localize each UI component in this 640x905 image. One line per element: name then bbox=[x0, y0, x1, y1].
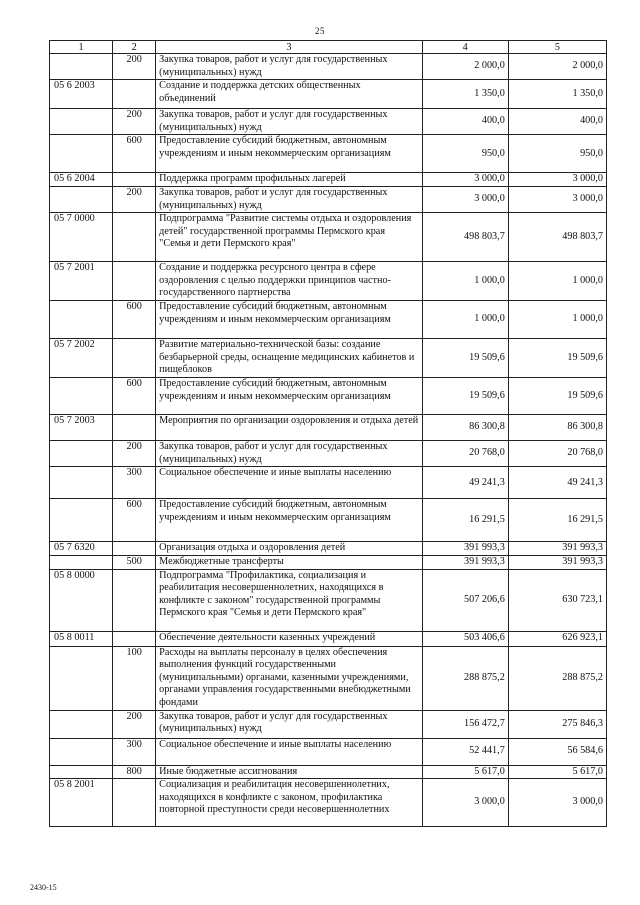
expense-type-cell bbox=[113, 262, 156, 301]
item-name-cell: Межбюджетные трансферты bbox=[156, 555, 422, 569]
amount-cell-col5: 275 846,3 bbox=[508, 710, 606, 738]
expense-type-cell bbox=[113, 173, 156, 187]
table-row bbox=[50, 213, 607, 262]
expense-type-cell: 600 bbox=[113, 499, 156, 542]
amount-cell-col4: 49 241,3 bbox=[422, 467, 508, 499]
table-row bbox=[50, 765, 607, 779]
amount-cell-col4: 3 000,0 bbox=[422, 186, 508, 212]
table-row bbox=[50, 555, 607, 569]
amount-cell-col4: 19 509,6 bbox=[422, 339, 508, 378]
amount-cell-col4: 2 000,0 bbox=[422, 54, 508, 80]
amount-cell-col5: 950,0 bbox=[508, 135, 606, 173]
code-cell bbox=[50, 301, 113, 339]
code-cell: 05 6 2003 bbox=[50, 80, 113, 109]
amount-cell-col5: 2 000,0 bbox=[508, 54, 606, 80]
amount-cell-col4: 156 472,7 bbox=[422, 710, 508, 738]
expense-type-cell: 300 bbox=[113, 738, 156, 765]
table-row bbox=[50, 542, 607, 556]
amount-cell-col5: 400,0 bbox=[508, 109, 606, 135]
code-cell bbox=[50, 109, 113, 135]
amount-cell-col4: 498 803,7 bbox=[422, 213, 508, 262]
table-row bbox=[50, 378, 607, 415]
expense-type-cell bbox=[113, 779, 156, 827]
table-row bbox=[50, 569, 607, 631]
table-row bbox=[50, 779, 607, 827]
amount-cell-col5: 20 768,0 bbox=[508, 441, 606, 467]
expense-type-cell bbox=[113, 569, 156, 631]
expense-type-cell bbox=[113, 631, 156, 646]
amount-cell-col4: 5 617,0 bbox=[422, 765, 508, 779]
code-cell bbox=[50, 499, 113, 542]
amount-cell-col5: 19 509,6 bbox=[508, 339, 606, 378]
expense-type-cell: 200 bbox=[113, 186, 156, 212]
table-row bbox=[50, 109, 607, 135]
expense-type-cell: 600 bbox=[113, 301, 156, 339]
item-name-cell: Обеспечение деятельности казенных учреждений bbox=[156, 631, 422, 646]
item-name-cell: Мероприятия по организации оздоровления и отдыха детей bbox=[156, 415, 422, 441]
amount-cell-col4: 391 993,3 bbox=[422, 555, 508, 569]
expense-type-cell bbox=[113, 339, 156, 378]
code-cell: 05 7 2003 bbox=[50, 415, 113, 441]
amount-cell-col4: 3 000,0 bbox=[422, 779, 508, 827]
item-name-cell: Иные бюджетные ассигнования bbox=[156, 765, 422, 779]
table-row bbox=[50, 339, 607, 378]
expense-type-cell: 200 bbox=[113, 54, 156, 80]
amount-cell-col5: 391 993,3 bbox=[508, 555, 606, 569]
amount-cell-col4: 1 350,0 bbox=[422, 80, 508, 109]
amount-cell-col4: 52 441,7 bbox=[422, 738, 508, 765]
item-name-cell: Социальное обеспечение и иные выплаты населению bbox=[156, 738, 422, 765]
amount-cell-col5: 3 000,0 bbox=[508, 779, 606, 827]
table-row bbox=[50, 467, 607, 499]
header-col-5: 5 bbox=[508, 41, 606, 54]
expense-type-cell bbox=[113, 80, 156, 109]
table-row bbox=[50, 186, 607, 212]
amount-cell-col4: 3 000,0 bbox=[422, 173, 508, 187]
table-row bbox=[50, 441, 607, 467]
item-name-cell: Закупка товаров, работ и услуг для государственных (муниципальных) нужд bbox=[156, 186, 422, 212]
table-row bbox=[50, 499, 607, 542]
table-row bbox=[50, 646, 607, 710]
code-cell: 05 7 0000 bbox=[50, 213, 113, 262]
item-name-cell: Организация отдыха и оздоровления детей bbox=[156, 542, 422, 556]
table-body bbox=[50, 54, 607, 827]
amount-cell-col4: 1 000,0 bbox=[422, 301, 508, 339]
item-name-cell: Социальное обеспечение и иные выплаты населению bbox=[156, 467, 422, 499]
item-name-cell: Предоставление субсидий бюджетным, автономным учреждениям и иным некоммерческим организациям bbox=[156, 301, 422, 339]
item-name-cell: Социализация и реабилитация несовершеннолетних, находящихся в конфликте с законом, профилактика повторной преступности среди несовершеннолетних bbox=[156, 779, 422, 827]
code-cell bbox=[50, 710, 113, 738]
amount-cell-col5: 56 584,6 bbox=[508, 738, 606, 765]
amount-cell-col5: 498 803,7 bbox=[508, 213, 606, 262]
item-name-cell: Предоставление субсидий бюджетным, автономным учреждениям и иным некоммерческим организациям bbox=[156, 499, 422, 542]
code-cell: 05 8 0000 bbox=[50, 569, 113, 631]
item-name-cell: Расходы на выплаты персоналу в целях обеспечения выполнения функций государственными (муниципальными) органами, казенными учреждениями, органами управления государственными внебюджетными фондами bbox=[156, 646, 422, 710]
item-name-cell: Закупка товаров, работ и услуг для государственных (муниципальных) нужд bbox=[156, 710, 422, 738]
amount-cell-col5: 3 000,0 bbox=[508, 186, 606, 212]
header-col-3: 3 bbox=[156, 41, 422, 54]
code-cell: 05 6 2004 bbox=[50, 173, 113, 187]
header-col-1: 1 bbox=[50, 41, 113, 54]
item-name-cell: Развитие материально-технической базы: создание безбарьерной среды, оснащение медицинских кабинетов и пищеблоков bbox=[156, 339, 422, 378]
code-cell: 05 7 2001 bbox=[50, 262, 113, 301]
amount-cell-col5: 391 993,3 bbox=[508, 542, 606, 556]
expense-type-cell bbox=[113, 415, 156, 441]
amount-cell-col4: 507 206,6 bbox=[422, 569, 508, 631]
table-row bbox=[50, 301, 607, 339]
amount-cell-col4: 950,0 bbox=[422, 135, 508, 173]
code-cell bbox=[50, 54, 113, 80]
amount-cell-col5: 5 617,0 bbox=[508, 765, 606, 779]
table-header-row bbox=[50, 41, 607, 54]
amount-cell-col4: 19 509,6 bbox=[422, 378, 508, 415]
code-cell bbox=[50, 646, 113, 710]
expense-type-cell: 100 bbox=[113, 646, 156, 710]
header-col-2: 2 bbox=[113, 41, 156, 54]
amount-cell-col5: 1 350,0 bbox=[508, 80, 606, 109]
code-cell bbox=[50, 186, 113, 212]
expense-type-cell: 600 bbox=[113, 378, 156, 415]
amount-cell-col4: 1 000,0 bbox=[422, 262, 508, 301]
code-cell bbox=[50, 555, 113, 569]
item-name-cell: Закупка товаров, работ и услуг для государственных (муниципальных) нужд bbox=[156, 109, 422, 135]
amount-cell-col5: 626 923,1 bbox=[508, 631, 606, 646]
table-row bbox=[50, 54, 607, 80]
code-cell: 05 7 2002 bbox=[50, 339, 113, 378]
item-name-cell: Подпрограмма "Профилактика, социализация и реабилитация несовершеннолетних, находящихся в конфликте с законом" государственной программы Пермского края "Семья и дети Пермского края" bbox=[156, 569, 422, 631]
header-col-4: 4 bbox=[422, 41, 508, 54]
table-row bbox=[50, 262, 607, 301]
amount-cell-col4: 391 993,3 bbox=[422, 542, 508, 556]
expense-type-cell: 500 bbox=[113, 555, 156, 569]
amount-cell-col5: 288 875,2 bbox=[508, 646, 606, 710]
item-name-cell: Создание и поддержка детских общественных объединений bbox=[156, 80, 422, 109]
expense-type-cell: 300 bbox=[113, 467, 156, 499]
amount-cell-col4: 288 875,2 bbox=[422, 646, 508, 710]
expense-type-cell: 200 bbox=[113, 710, 156, 738]
expense-type-cell bbox=[113, 542, 156, 556]
table-row bbox=[50, 738, 607, 765]
table-row bbox=[50, 135, 607, 173]
amount-cell-col4: 400,0 bbox=[422, 109, 508, 135]
amount-cell-col5: 19 509,6 bbox=[508, 378, 606, 415]
item-name-cell: Закупка товаров, работ и услуг для государственных (муниципальных) нужд bbox=[156, 441, 422, 467]
code-cell bbox=[50, 467, 113, 499]
amount-cell-col5: 1 000,0 bbox=[508, 301, 606, 339]
amount-cell-col5: 3 000,0 bbox=[508, 173, 606, 187]
expense-type-cell bbox=[113, 213, 156, 262]
code-cell: 05 7 6320 bbox=[50, 542, 113, 556]
item-name-cell: Поддержка программ профильных лагерей bbox=[156, 173, 422, 187]
item-name-cell: Предоставление субсидий бюджетным, автономным учреждениям и иным некоммерческим организациям bbox=[156, 135, 422, 173]
budget-table bbox=[49, 40, 607, 827]
item-name-cell: Предоставление субсидий бюджетным, автономным учреждениям и иным некоммерческим организациям bbox=[156, 378, 422, 415]
expense-type-cell: 200 bbox=[113, 109, 156, 135]
code-cell bbox=[50, 378, 113, 415]
amount-cell-col5: 86 300,8 bbox=[508, 415, 606, 441]
expense-type-cell: 800 bbox=[113, 765, 156, 779]
table-row bbox=[50, 80, 607, 109]
item-name-cell: Закупка товаров, работ и услуг для государственных (муниципальных) нужд bbox=[156, 54, 422, 80]
code-cell bbox=[50, 441, 113, 467]
expense-type-cell: 200 bbox=[113, 441, 156, 467]
amount-cell-col4: 503 406,6 bbox=[422, 631, 508, 646]
item-name-cell: Создание и поддержка ресурсного центра в сфере оздоровления с целью поддержки принципов частно-государственного партнерства bbox=[156, 262, 422, 301]
amount-cell-col4: 20 768,0 bbox=[422, 441, 508, 467]
table-row bbox=[50, 631, 607, 646]
table-row bbox=[50, 710, 607, 738]
amount-cell-col5: 1 000,0 bbox=[508, 262, 606, 301]
code-cell bbox=[50, 738, 113, 765]
code-cell bbox=[50, 765, 113, 779]
document-code: 2430-15 bbox=[30, 883, 57, 892]
table-row bbox=[50, 415, 607, 441]
amount-cell-col4: 16 291,5 bbox=[422, 499, 508, 542]
table-row bbox=[50, 173, 607, 187]
code-cell: 05 8 2001 bbox=[50, 779, 113, 827]
page-number: 25 bbox=[315, 26, 325, 36]
item-name-cell: Подпрограмма "Развитие системы отдыха и оздоровления детей" государственной программы Пермского края "Семья и дети Пермского края" bbox=[156, 213, 422, 262]
amount-cell-col5: 16 291,5 bbox=[508, 499, 606, 542]
code-cell bbox=[50, 135, 113, 173]
expense-type-cell: 600 bbox=[113, 135, 156, 173]
code-cell: 05 8 0011 bbox=[50, 631, 113, 646]
amount-cell-col5: 49 241,3 bbox=[508, 467, 606, 499]
amount-cell-col4: 86 300,8 bbox=[422, 415, 508, 441]
amount-cell-col5: 630 723,1 bbox=[508, 569, 606, 631]
